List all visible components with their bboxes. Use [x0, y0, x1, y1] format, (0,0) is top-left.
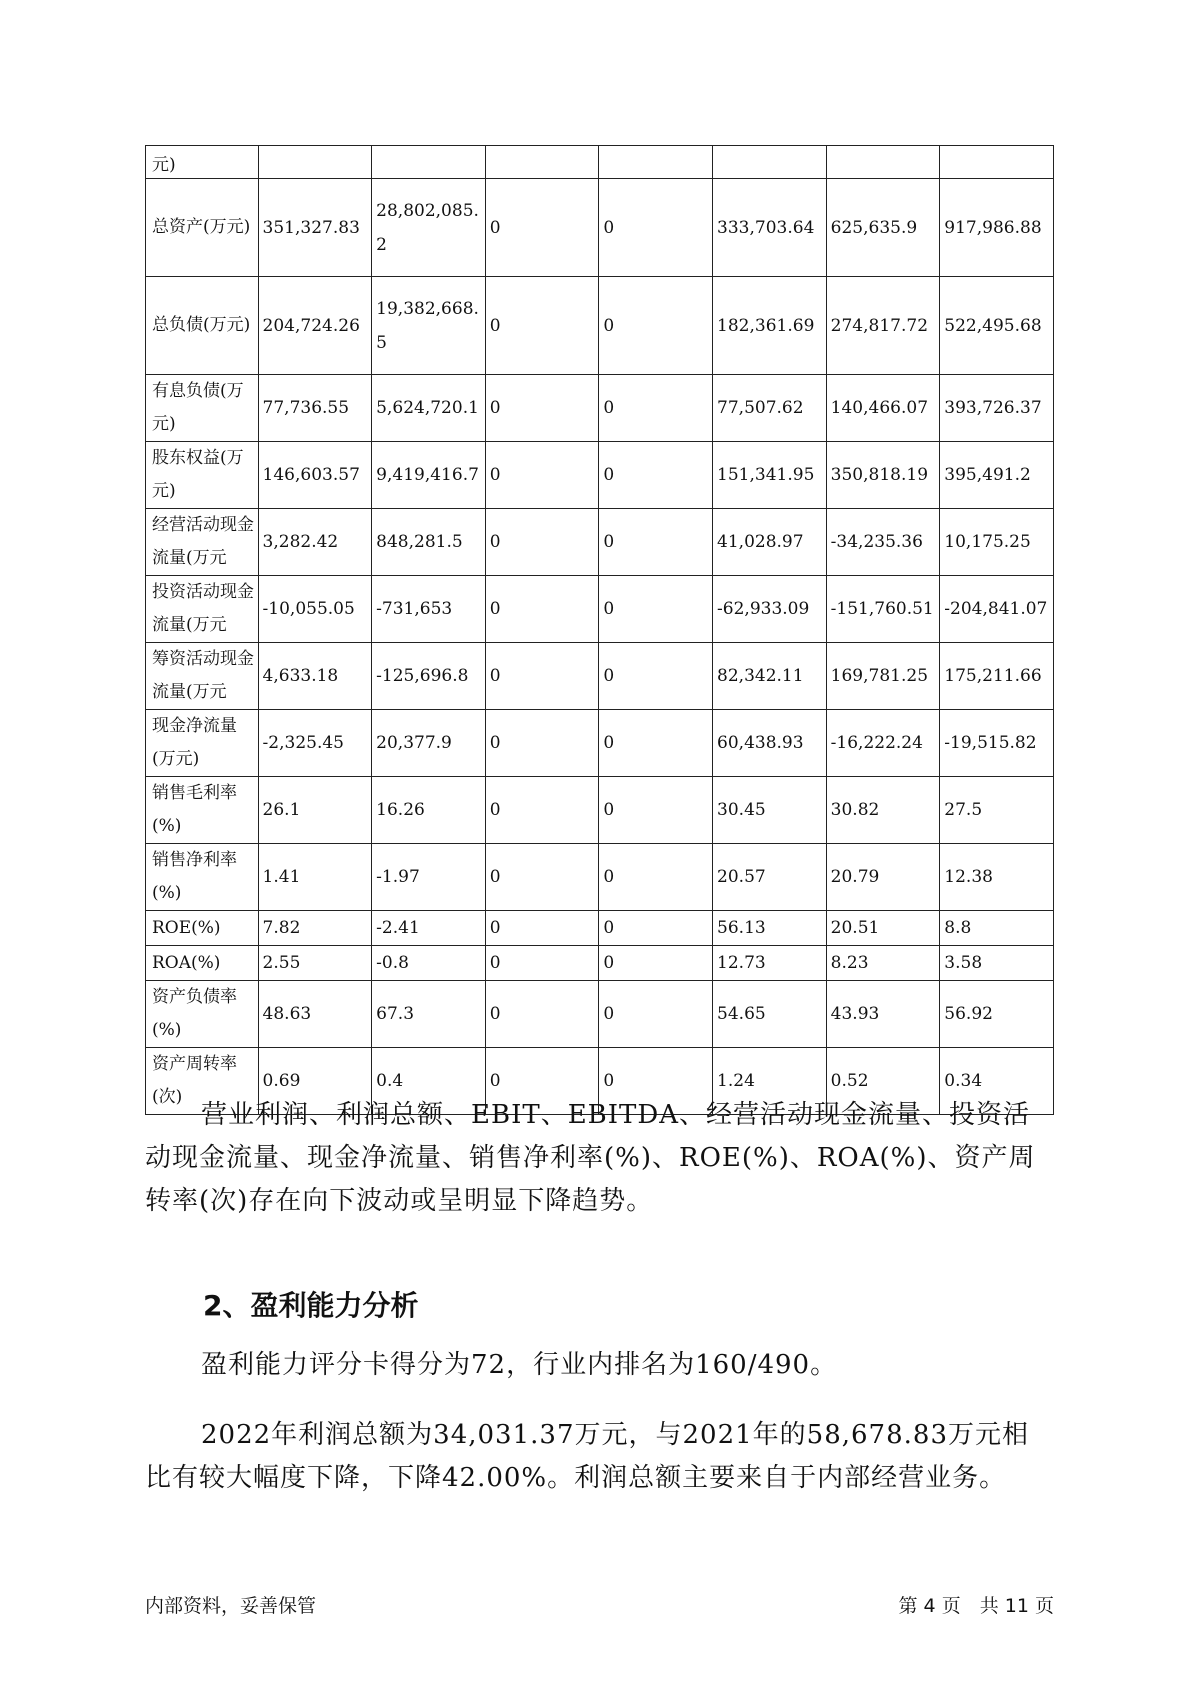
- table-cell: [826, 146, 940, 179]
- row-label: 投资活动现金流量(万元: [146, 576, 259, 643]
- table-cell: 0: [485, 643, 599, 710]
- table-cell: [258, 146, 372, 179]
- table-cell: 77,507.62: [713, 375, 827, 442]
- table-cell: 30.45: [713, 777, 827, 844]
- page-total: 11: [1004, 1595, 1029, 1617]
- table-cell: 54.65: [713, 981, 827, 1048]
- table-cell: 5,624,720.1: [372, 375, 486, 442]
- table-cell: 393,726.37: [940, 375, 1054, 442]
- table-cell: 0: [599, 277, 713, 375]
- table-row: [146, 981, 1054, 1048]
- table-cell: 0: [599, 643, 713, 710]
- table-cell: 395,491.2: [940, 442, 1054, 509]
- table-cell: 0.69: [258, 1048, 372, 1115]
- table-cell: 27.5: [940, 777, 1054, 844]
- table-row: [146, 946, 1054, 981]
- table-cell: 0: [485, 710, 599, 777]
- table-cell: 0: [485, 946, 599, 981]
- table-cell: 12.73: [713, 946, 827, 981]
- table-cell: -204,841.07: [940, 576, 1054, 643]
- table-cell: 56.13: [713, 911, 827, 946]
- table-cell: -16,222.24: [826, 710, 940, 777]
- table-cell: 0.34: [940, 1048, 1054, 1115]
- table-row: [146, 710, 1054, 777]
- table-cell: 8.23: [826, 946, 940, 981]
- table-cell: -10,055.05: [258, 576, 372, 643]
- table-row: [146, 643, 1054, 710]
- row-label: 总负债(万元): [146, 277, 259, 375]
- table-cell: 0: [485, 179, 599, 277]
- table-cell: 0: [485, 576, 599, 643]
- row-label: 总资产(万元): [146, 179, 259, 277]
- table-cell: 3.58: [940, 946, 1054, 981]
- table-cell: 0: [599, 946, 713, 981]
- table-cell: 0: [599, 375, 713, 442]
- table-cell: 625,635.9: [826, 179, 940, 277]
- table-row: [146, 442, 1054, 509]
- table-cell: 0: [485, 509, 599, 576]
- table-cell: 522,495.68: [940, 277, 1054, 375]
- table-cell: 351,327.83: [258, 179, 372, 277]
- table-cell: 350,818.19: [826, 442, 940, 509]
- table-cell: 0: [599, 509, 713, 576]
- table-cell: 60,438.93: [713, 710, 827, 777]
- table-cell: -19,515.82: [940, 710, 1054, 777]
- table-cell: 917,986.88: [940, 179, 1054, 277]
- table-cell: 0: [599, 981, 713, 1048]
- table-cell: -1.97: [372, 844, 486, 911]
- score-paragraph: 盈利能力评分卡得分为72，行业内排名为160/490。: [201, 1350, 838, 1380]
- row-label: 有息负债(万元): [146, 375, 259, 442]
- table-cell: [940, 146, 1054, 179]
- table-cell: 20.51: [826, 911, 940, 946]
- table-row: [146, 179, 1054, 277]
- table-cell: 1.24: [713, 1048, 827, 1115]
- table-cell: 77,736.55: [258, 375, 372, 442]
- table-cell: 182,361.69: [713, 277, 827, 375]
- table-cell: 10,175.25: [940, 509, 1054, 576]
- table-cell: 140,466.07: [826, 375, 940, 442]
- row-label: 销售毛利率(%): [146, 777, 259, 844]
- row-label: 股东权益(万元): [146, 442, 259, 509]
- table-cell: 146,603.57: [258, 442, 372, 509]
- table-row: [146, 509, 1054, 576]
- table-cell: 16.26: [372, 777, 486, 844]
- table-cell: 20.57: [713, 844, 827, 911]
- table-cell: 0: [485, 844, 599, 911]
- table-cell: 0.52: [826, 1048, 940, 1115]
- table-cell: 67.3: [372, 981, 486, 1048]
- profit-paragraph: 2022年利润总额为34,031.37万元，与2021年的58,678.83万元相比有较大幅度下降，下降42.00%。利润总额主要来自于内部经营业务。: [145, 1420, 1029, 1493]
- table-cell: [372, 146, 486, 179]
- footer-page-number: [898, 1591, 1054, 1618]
- trend-paragraph: 营业利润、利润总额、EBIT、EBITDA、经营活动现金流量、投资活动现金流量、现金净流量、销售净利率(%)、ROE(%)、ROA(%)、资产周转率(次)存在向下波动或呈明显下降趋势。: [145, 1100, 1036, 1216]
- table-cell: 20,377.9: [372, 710, 486, 777]
- table-row: [146, 777, 1054, 844]
- table-cell: 30.82: [826, 777, 940, 844]
- table-cell: 3,282.42: [258, 509, 372, 576]
- page-prefix: 第: [898, 1595, 918, 1617]
- table-cell: 28,802,085.2: [372, 179, 486, 277]
- table-cell: 26.1: [258, 777, 372, 844]
- table-row: [146, 576, 1054, 643]
- row-label: ROA(%): [146, 946, 259, 981]
- table-cell: -0.8: [372, 946, 486, 981]
- table-cell: 9,419,416.7: [372, 442, 486, 509]
- row-label: 资产周转率(次): [146, 1048, 259, 1115]
- table-cell: 0: [485, 1048, 599, 1115]
- table-cell: 43.93: [826, 981, 940, 1048]
- table-cell: [485, 146, 599, 179]
- table-cell: -34,235.36: [826, 509, 940, 576]
- table-cell: 0: [599, 179, 713, 277]
- table-cell: 12.38: [940, 844, 1054, 911]
- table-cell: 0: [599, 844, 713, 911]
- table-cell: 0.4: [372, 1048, 486, 1115]
- table-cell: 0: [485, 981, 599, 1048]
- table-cell: 0: [599, 911, 713, 946]
- table-cell: -2.41: [372, 911, 486, 946]
- table-cell: 0: [599, 710, 713, 777]
- row-label: 经营活动现金流量(万元: [146, 509, 259, 576]
- table-cell: [713, 146, 827, 179]
- table-cell: 0: [485, 277, 599, 375]
- table-cell: 0: [599, 576, 713, 643]
- table-cell: 1.41: [258, 844, 372, 911]
- table-cell: 48.63: [258, 981, 372, 1048]
- table-cell: 848,281.5: [372, 509, 486, 576]
- table-cell: 0: [485, 375, 599, 442]
- table-cell: -2,325.45: [258, 710, 372, 777]
- table-cell: 0: [485, 911, 599, 946]
- table-cell: 204,724.26: [258, 277, 372, 375]
- page-suffix: 页: [1034, 1595, 1054, 1617]
- table-cell: -62,933.09: [713, 576, 827, 643]
- table-cell: 333,703.64: [713, 179, 827, 277]
- table-body: [146, 146, 1054, 1115]
- row-label: 销售净利率(%): [146, 844, 259, 911]
- table-cell: 4,633.18: [258, 643, 372, 710]
- row-label: ROE(%): [146, 911, 259, 946]
- table-cell: 0: [599, 442, 713, 509]
- table-cell: 20.79: [826, 844, 940, 911]
- table-cell: -151,760.51: [826, 576, 940, 643]
- table-cell: 8.8: [940, 911, 1054, 946]
- table-cell: 0: [599, 777, 713, 844]
- table-cell: 175,211.66: [940, 643, 1054, 710]
- table-cell: 0: [485, 777, 599, 844]
- table-row: [146, 277, 1054, 375]
- table-cell: 0: [485, 442, 599, 509]
- table-cell: 19,382,668.5: [372, 277, 486, 375]
- page-mid: 页 共: [941, 1595, 999, 1617]
- table-cell: 274,817.72: [826, 277, 940, 375]
- table-cell: 2.55: [258, 946, 372, 981]
- table-row: [146, 844, 1054, 911]
- page-current: 4: [923, 1595, 936, 1617]
- table-cell: 41,028.97: [713, 509, 827, 576]
- row-label: 现金净流量(万元): [146, 710, 259, 777]
- table-cell: 82,342.11: [713, 643, 827, 710]
- table-cell: 56.92: [940, 981, 1054, 1048]
- table-cell: 0: [599, 1048, 713, 1115]
- row-label: 资产负债率(%): [146, 981, 259, 1048]
- table-cell: [599, 146, 713, 179]
- table-row: [146, 146, 1054, 179]
- footer-confidential-note: 内部资料，妥善保管: [145, 1595, 317, 1617]
- table-cell: 151,341.95: [713, 442, 827, 509]
- table-row: [146, 375, 1054, 442]
- table-cell: -731,653: [372, 576, 486, 643]
- row-label: 元): [146, 146, 259, 179]
- table-cell: 169,781.25: [826, 643, 940, 710]
- table-row: [146, 911, 1054, 946]
- section-heading: 2、盈利能力分析: [203, 1289, 419, 1322]
- row-label: 筹资活动现金流量(万元: [146, 643, 259, 710]
- table-cell: 7.82: [258, 911, 372, 946]
- financial-table-container: [145, 145, 1054, 1115]
- table-cell: -125,696.8: [372, 643, 486, 710]
- financial-indicators-table: [145, 145, 1054, 1115]
